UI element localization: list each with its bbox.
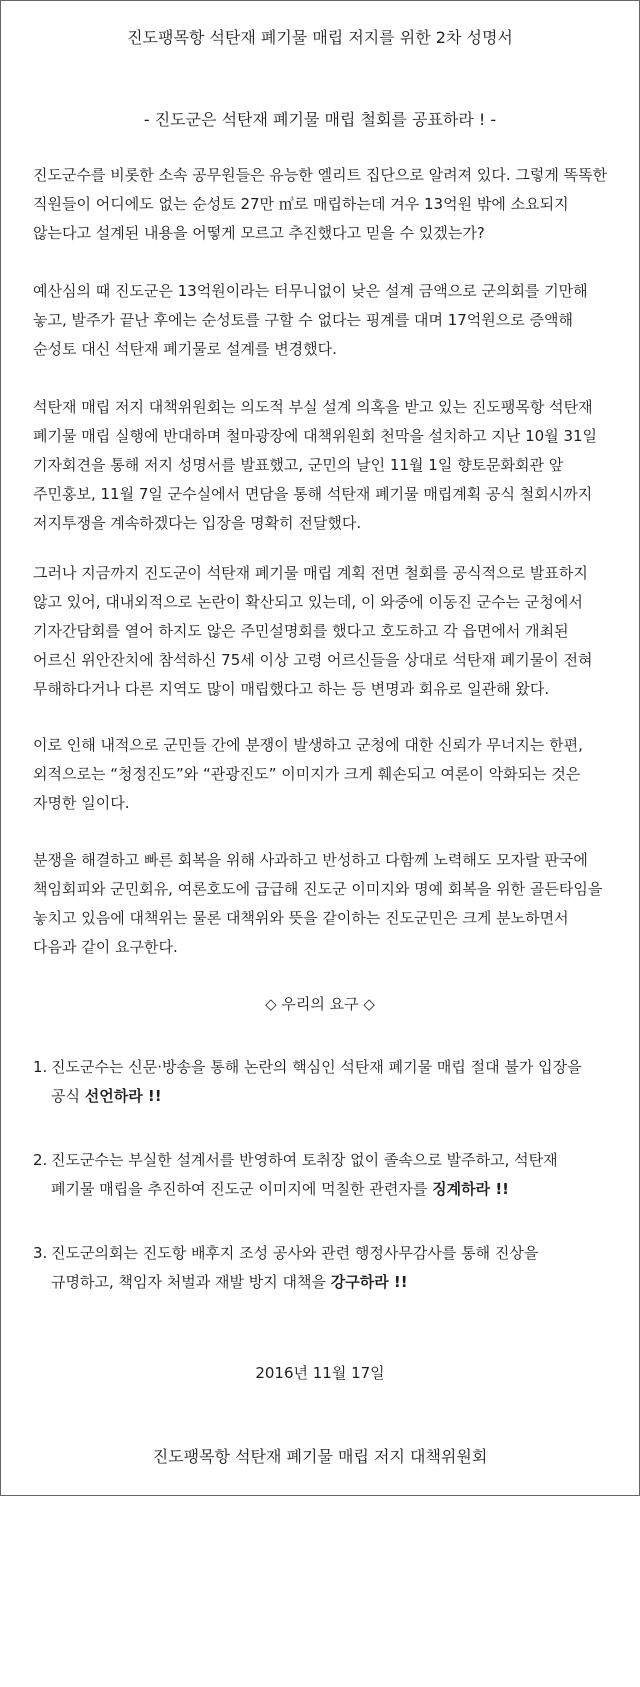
demand-number: 1. — [33, 1058, 48, 1076]
demand-text: 진도군수는 신문·방송을 통해 논란의 핵심인 석탄재 폐기물 매립 절대 불가 입장을 공식 — [51, 1058, 582, 1105]
demand-text: 진도군의회는 진도항 배후지 조성 공사와 관련 행정사무감사를 통해 진상을 규명하고, 책임자 처벌과 재발 방지 대책을 — [51, 1244, 539, 1291]
demands-heading: ◇ 우리의 요구 ◇ — [265, 995, 375, 1013]
paragraph-5: 이로 인해 내적으로 군민들 간에 분쟁이 발생하고 군청에 대한 신뢰가 무너지는 한편, 외적으로는 “청정진도”와 “관광진도” 이미지가 크게 훼손되고 여론이 악화되는 것은 자명한 일이다. — [33, 736, 583, 812]
demand-number: 3. — [33, 1244, 48, 1262]
demand-emphasis: 선언하라 !! — [84, 1087, 162, 1105]
paragraph-4: 그러나 지금까지 진도군이 석탄재 폐기물 매립 계획 전면 철회를 공식적으로 발표하지 않고 있어, 대내외적으로 논란이 확산되고 있는데, 이 와중에 이동진 군수는 군청에서 기자간담회를 열어 하지도 않은 주민설명회를 했다고 호도하고 각 읍면에서 개최된 어르신 위안잔치에 참석하신 75세 이상 고령 어르신들을 상대로 석탄재 폐기물이 전혀 무해하다거나 다른 지역도 많이 매립했다고 하는 등 변명과 회유로 일관해 왔다. — [33, 564, 593, 698]
demand-text: 진도군수는 부실한 설계서를 반영하여 토취장 없이 졸속으로 발주하고, 석탄재 폐기물 매립을 추진하여 진도군 이미지에 먹칠한 관련자를 — [51, 1151, 558, 1198]
demand-number: 2. — [33, 1151, 48, 1169]
paragraph-6: 분쟁을 해결하고 빠른 회복을 위해 사과하고 반성하고 다함께 노력해도 모자랄 판국에 책임회피와 군민회유, 여론호도에 급급해 진도군 이미지와 명예 회복을 위한 골든타임을 놓치고 있음에 대책위는 물론 대책위와 뜻을 같이하는 진도군민은 크게 분노하면서 다음과 같이 요구한다. — [33, 851, 603, 956]
demand-item-3 — [33, 1239, 593, 1297]
document-subtitle: - 진도군은 석탄재 폐기물 매립 철회를 공표하라 ! - — [143, 110, 497, 129]
document-signature: 진도팽목항 석탄재 폐기물 매립 저지 대책위원회 — [152, 1447, 488, 1466]
demand-emphasis: 징계하라 !! — [432, 1180, 510, 1198]
demand-item-2 — [33, 1146, 593, 1204]
paragraph-2: 예산심의 때 진도군은 13억원이라는 터무니없이 낮은 설계 금액으로 군의회를 기만해 놓고, 발주가 끝난 후에는 순성토를 구할 수 없다는 핑계를 대며 17억원으로 증액해 순성토 대신 석탄재 폐기물로 설계를 변경했다. — [33, 282, 588, 358]
document-title: 진도팽목항 석탄재 폐기물 매립 저지를 위한 2차 성명서 — [127, 28, 513, 47]
demand-body — [33, 1053, 593, 1111]
document-date: 2016년 11월 17일 — [255, 1364, 385, 1382]
demand-body — [33, 1146, 593, 1204]
paragraph-3: 석탄재 매립 저지 대책위원회는 의도적 부실 설계 의혹을 받고 있는 진도팽목항 석탄재 폐기물 매립 실행에 반대하며 철마광장에 대책위원회 천막을 설치하고 지난 10월 31일 기자회견을 통해 저지 성명서를 발표했고, 군민의 날인 11월 1일 향토문화회관 앞 주민홍보, 11월 7일 군수실에서 면담을 통해 석탄재 폐기물 매립계획 공식 철회시까지 저지투쟁을 계속하겠다는 입장을 명확히 전달했다. — [33, 398, 598, 532]
demand-body — [33, 1239, 593, 1297]
demand-item-1 — [33, 1053, 593, 1111]
paragraph-1: 진도군수를 비롯한 소속 공무원들은 유능한 엘리트 집단으로 알려져 있다. 그렇게 똑똑한 직원들이 어디에도 없는 순성토 27만 ㎥로 매립하는데 겨우 13억원 밖에 소요되지 않는다고 설계된 내용을 어떻게 모르고 추진했다고 믿을 수 있겠는가? — [33, 166, 608, 242]
demand-emphasis: 강구하라 !! — [330, 1273, 408, 1291]
